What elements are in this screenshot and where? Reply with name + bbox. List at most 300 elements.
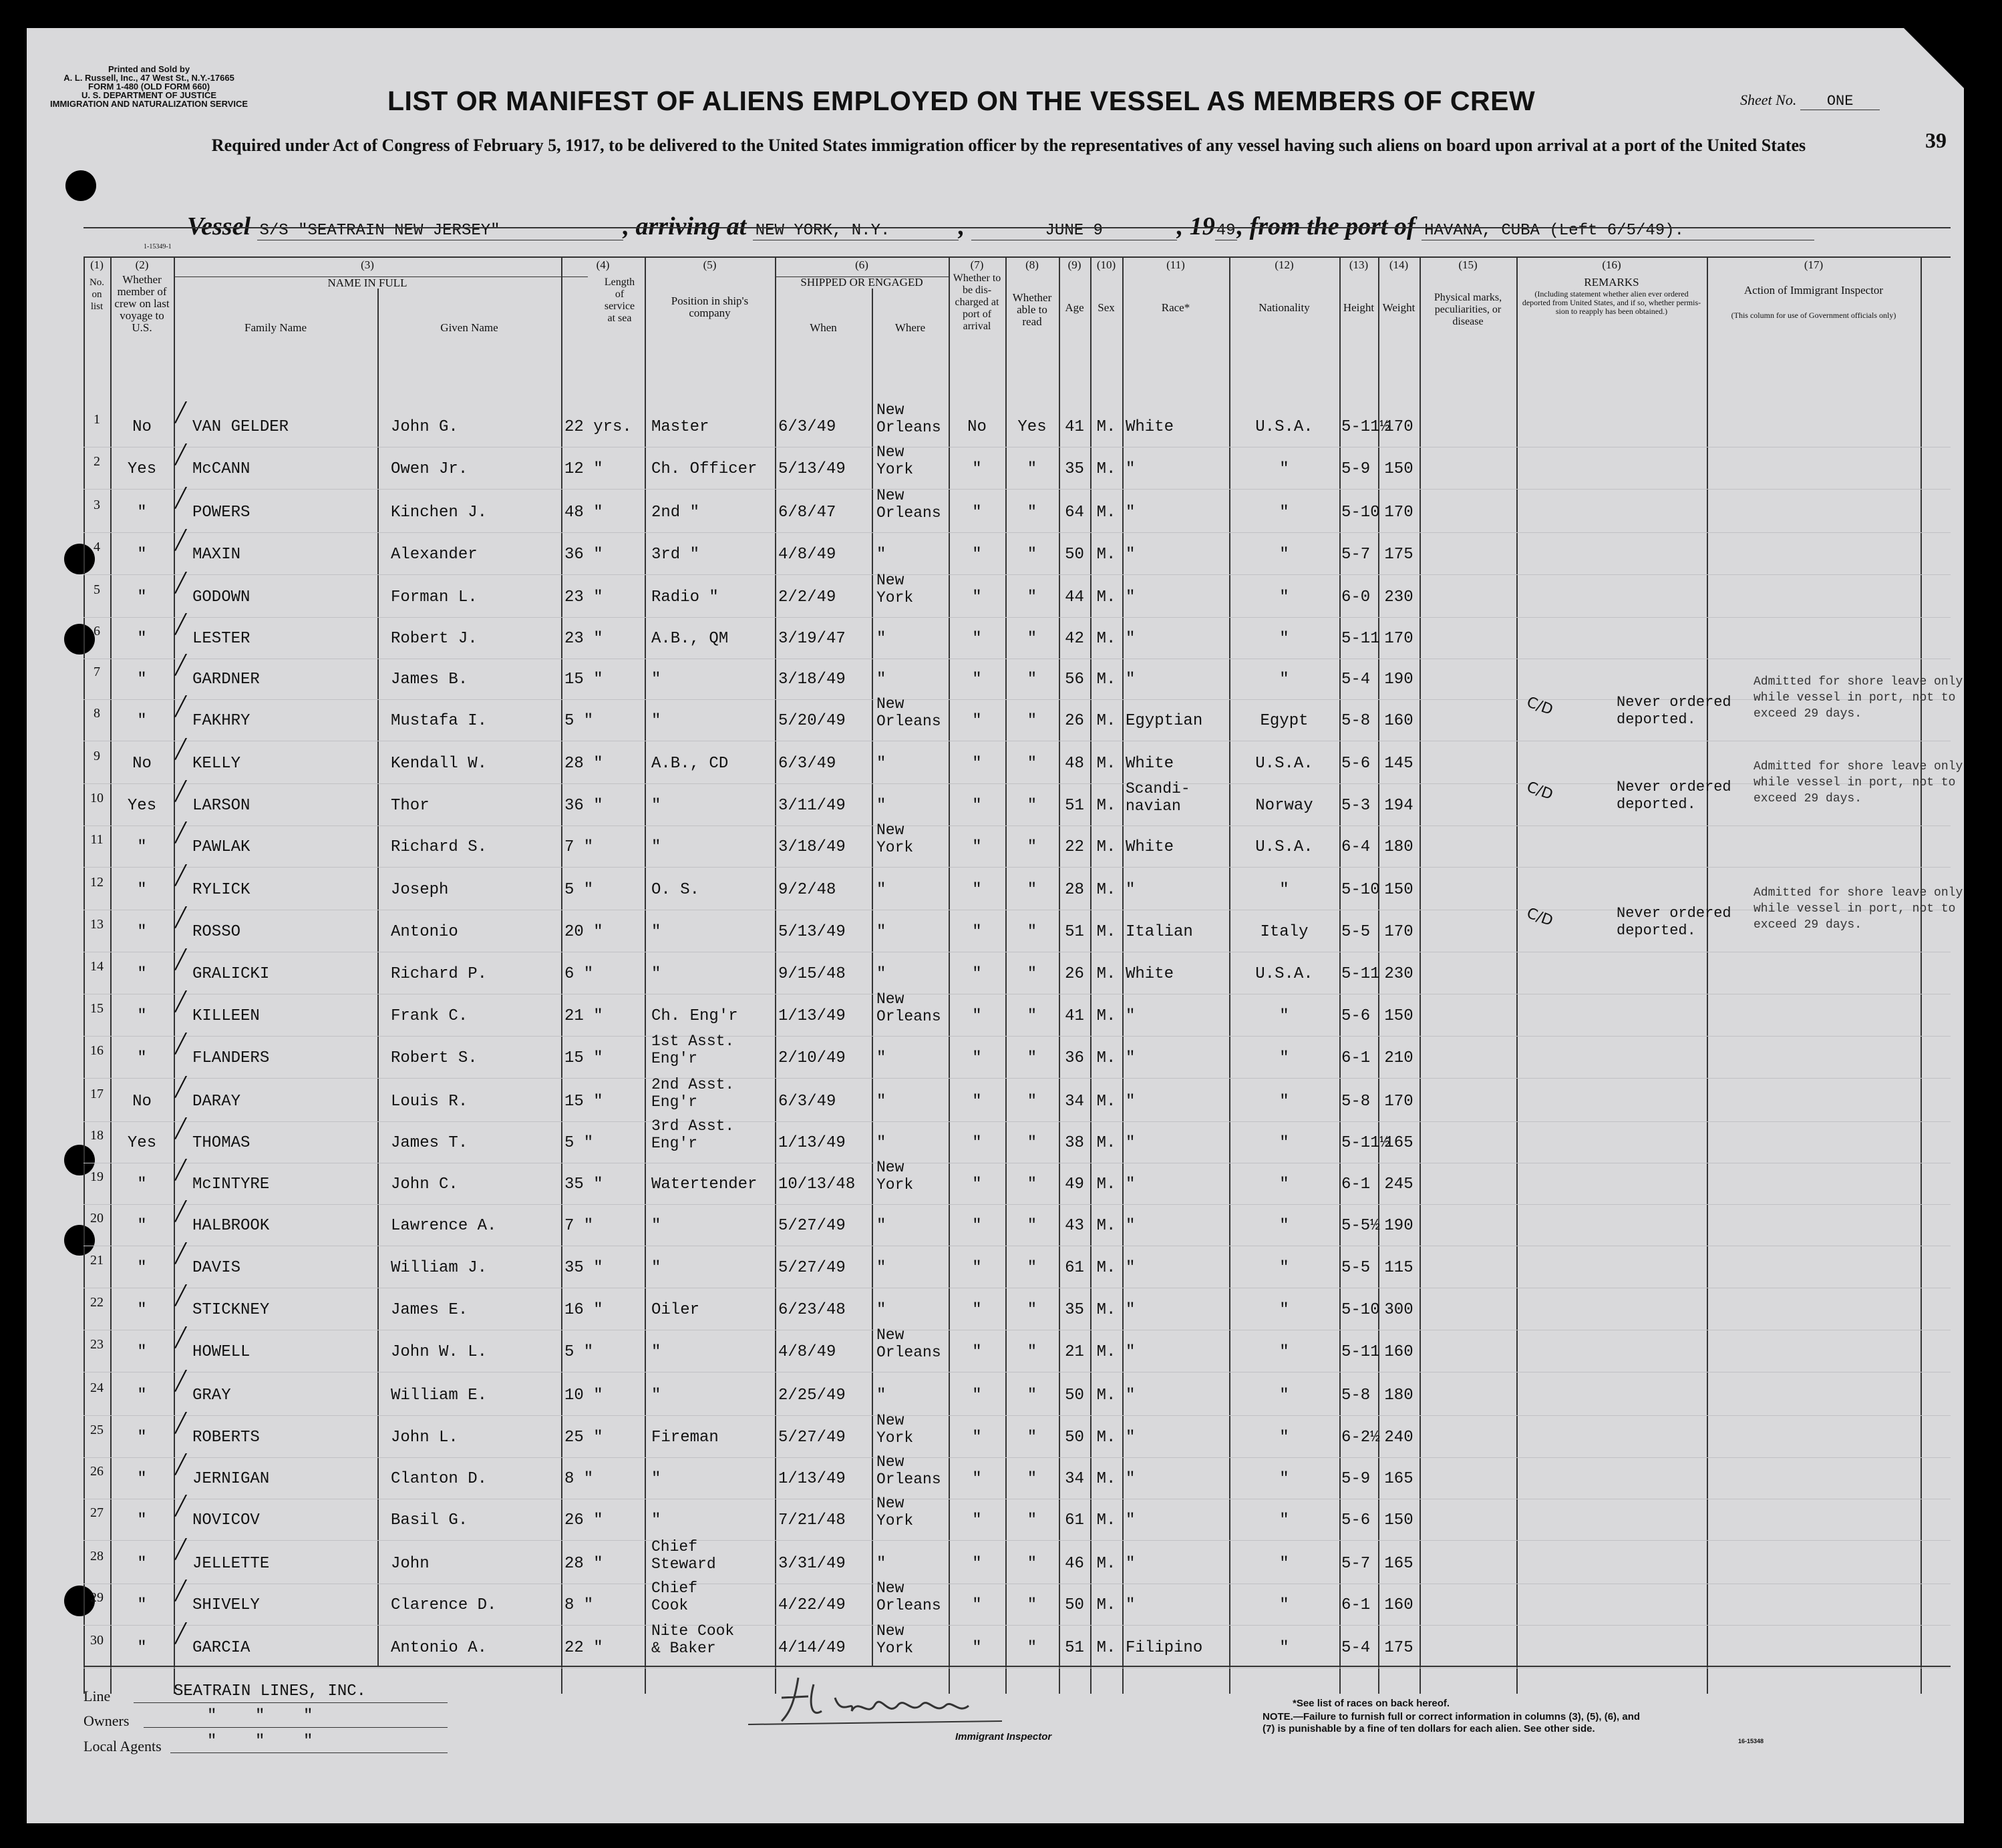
cell-weight: 190 xyxy=(1384,671,1413,689)
cell-where-line: Orleans xyxy=(876,504,941,522)
remark-line: deported. xyxy=(1617,711,1696,728)
header-action-sub: (This column for use of Government officials only) xyxy=(1731,311,1896,320)
cell-read: " xyxy=(1027,1175,1037,1193)
cell-read: " xyxy=(1027,965,1037,983)
cell-family: ROSSO xyxy=(192,923,241,941)
cell-given: James E. xyxy=(391,1301,468,1319)
cell-where xyxy=(876,1159,949,1193)
cell-when: 3/18/49 xyxy=(778,838,846,856)
cell-family: POWERS xyxy=(192,504,251,522)
cell-weight: 165 xyxy=(1384,1555,1413,1573)
col-num: (4) xyxy=(596,258,610,271)
footnote-penalty: NOTE.—Failure to furnish full or correct information in columns (3), (5), (6), and xyxy=(1263,1711,1641,1722)
cell-when: 3/31/49 xyxy=(778,1555,846,1573)
cell-given: Robert J. xyxy=(391,630,478,648)
cell-member: No xyxy=(132,1093,152,1111)
cell-where-line: " xyxy=(876,797,886,815)
cell-service: 25 " xyxy=(564,1429,603,1447)
cell-race-line: " xyxy=(1126,1343,1136,1361)
cell-where-line: " xyxy=(876,1093,886,1111)
cell-age: 64 xyxy=(1065,504,1084,522)
cell-where xyxy=(876,1622,949,1657)
cell-race xyxy=(1126,461,1229,478)
cell-position-line: Radio " xyxy=(651,588,719,606)
cell-position-line: & Baker xyxy=(651,1640,716,1657)
cell-weight: 145 xyxy=(1384,755,1413,773)
cell-n: 18 xyxy=(90,1128,104,1143)
cell-race-line: " xyxy=(1126,1175,1136,1193)
row-rule xyxy=(84,489,1951,490)
cell-service: 20 " xyxy=(564,923,603,941)
cell-read: " xyxy=(1027,712,1037,730)
cell-nationality: " xyxy=(1279,1639,1289,1657)
remark-text xyxy=(1617,694,1731,729)
cell-where-line: York xyxy=(876,589,914,606)
cell-weight: 180 xyxy=(1384,1387,1413,1405)
cell-discharged: " xyxy=(972,1429,982,1447)
cell-member: " xyxy=(137,504,147,522)
col-num: (6) xyxy=(855,258,868,271)
cell-age: 48 xyxy=(1065,755,1084,773)
cell-given: James T. xyxy=(391,1134,468,1152)
cell-given: William J. xyxy=(391,1259,488,1277)
cell-where xyxy=(876,1387,949,1405)
cell-race-line: Egyptian xyxy=(1126,712,1203,730)
cell-where xyxy=(876,882,949,899)
cell-race-line: White xyxy=(1126,965,1174,983)
cell-given: Kinchen J. xyxy=(391,504,488,522)
cell-sex: M. xyxy=(1096,588,1116,606)
cell-given: William E. xyxy=(391,1387,488,1405)
cell-given: James B. xyxy=(391,671,468,689)
cell-sex: M. xyxy=(1096,418,1116,436)
cell-position-line: " xyxy=(651,1470,661,1488)
check-mark: ╱ xyxy=(175,1200,186,1222)
cell-position xyxy=(651,630,775,648)
vessel-name: S/S "SEATRAIN NEW JERSEY" xyxy=(257,222,623,240)
cell-age: 50 xyxy=(1065,1596,1084,1614)
vessel-line: Vessel S/S "SEATRAIN NEW JERSEY" , arriving at NEW YORK, N.Y. , JUNE 9 , 1949, from the port of HAVANA, CUBA (Left 6/5/49). xyxy=(187,212,1814,241)
cell-given: Joseph xyxy=(391,881,449,899)
cell-given: Thor xyxy=(391,797,430,815)
cell-height: 5-9 xyxy=(1341,460,1371,478)
cell-race xyxy=(1126,671,1229,689)
check-mark: ╱ xyxy=(175,695,186,717)
cell-family: GRAY xyxy=(192,1387,231,1405)
cell-member: " xyxy=(137,881,147,899)
cell-race-line: " xyxy=(1126,881,1136,899)
cell-race-line: White xyxy=(1126,838,1174,856)
cell-when: 3/11/49 xyxy=(778,797,846,815)
cell-race xyxy=(1126,1135,1229,1152)
cell-weight: 170 xyxy=(1384,418,1413,436)
line-label: Line xyxy=(84,1688,111,1704)
header-name-in-full: NAME IN FULL xyxy=(327,276,407,289)
cell-race-line: " xyxy=(1126,1134,1136,1152)
cell-n: 28 xyxy=(90,1549,104,1563)
cell-position-line: " xyxy=(651,712,661,730)
cell-height: 5-8 xyxy=(1341,1093,1371,1111)
cell-position xyxy=(651,546,775,564)
cell-family: STICKNEY xyxy=(192,1301,270,1319)
cell-sex: M. xyxy=(1096,630,1116,648)
cell-service: 22 yrs. xyxy=(564,418,632,436)
action-line: exceed 29 days. xyxy=(1754,792,1862,805)
cell-where-line: York xyxy=(876,839,914,856)
cell-position-line: Eng'r xyxy=(651,1050,698,1067)
cell-position-line: 3rd " xyxy=(651,546,700,564)
cell-family: KELLY xyxy=(192,755,241,773)
cell-family: GRALICKI xyxy=(192,965,270,983)
cell-position xyxy=(651,1344,775,1361)
cell-where xyxy=(876,821,949,856)
cell-where xyxy=(876,671,949,689)
cell-family: HOWELL xyxy=(192,1343,251,1361)
cell-n: 5 xyxy=(94,582,100,597)
cell-race xyxy=(1126,1429,1229,1447)
row-rule xyxy=(84,867,1951,868)
check-mark: ╱ xyxy=(175,990,186,1012)
cell-where-line: " xyxy=(876,1387,886,1405)
cell-read: " xyxy=(1027,1134,1037,1152)
cell-where xyxy=(876,1555,949,1573)
remark-line: deported. xyxy=(1617,796,1696,813)
header-age: Age xyxy=(1065,301,1084,314)
cell-sex: M. xyxy=(1096,1429,1116,1447)
cell-member: " xyxy=(137,1259,147,1277)
cell-service: 12 " xyxy=(564,460,603,478)
action-line: while vessel in port, not to xyxy=(1754,902,1956,916)
cell-member: " xyxy=(137,1511,147,1529)
header-action: Action of Immigrant Inspector xyxy=(1743,284,1884,297)
cell-where-line: York xyxy=(876,1176,914,1193)
cell-weight: 150 xyxy=(1384,1007,1413,1025)
row-rule xyxy=(84,1415,1951,1416)
cell-weight: 194 xyxy=(1384,797,1413,815)
cell-when: 5/27/49 xyxy=(778,1217,846,1235)
cell-weight: 300 xyxy=(1384,1301,1413,1319)
cell-where-line: New xyxy=(876,1453,904,1471)
cell-where xyxy=(876,1260,949,1277)
cell-where xyxy=(876,1453,949,1488)
cell-discharged: " xyxy=(972,1007,982,1025)
cell-discharged: " xyxy=(972,923,982,941)
cell-position-line: 3rd Asst. xyxy=(651,1117,735,1135)
cell-family: THOMAS xyxy=(192,1134,251,1152)
cell-height: 6-1 xyxy=(1341,1175,1371,1193)
cell-when: 9/2/48 xyxy=(778,881,836,899)
cell-height: 5-8 xyxy=(1341,712,1371,730)
cell-position-line: Eng'r xyxy=(651,1135,698,1152)
sheet-number: Sheet No. ONE xyxy=(1740,91,1880,110)
cell-discharged: " xyxy=(972,671,982,689)
cell-given: John W. L. xyxy=(391,1343,488,1361)
row-rule xyxy=(84,1625,1951,1626)
cell-race xyxy=(1126,1260,1229,1277)
cell-when: 1/13/49 xyxy=(778,1007,846,1025)
cell-where xyxy=(876,1326,949,1361)
cell-service: 5 " xyxy=(564,1343,594,1361)
cell-service: 48 " xyxy=(564,504,603,522)
cell-discharged: " xyxy=(972,1343,982,1361)
cell-age: 46 xyxy=(1065,1555,1084,1573)
cell-age: 35 xyxy=(1065,460,1084,478)
cell-read: " xyxy=(1027,881,1037,899)
cell-when: 1/13/49 xyxy=(778,1134,846,1152)
cell-race-line: " xyxy=(1126,504,1136,522)
cell-sex: M. xyxy=(1096,1093,1116,1111)
cell-family: FLANDERS xyxy=(192,1049,270,1067)
cell-age: 61 xyxy=(1065,1259,1084,1277)
cell-service: 35 " xyxy=(564,1259,603,1277)
cell-age: 41 xyxy=(1065,418,1084,436)
col-num: (5) xyxy=(703,258,717,271)
cell-read: " xyxy=(1027,1511,1037,1529)
cell-weight: 115 xyxy=(1384,1259,1413,1277)
cell-where-line: " xyxy=(876,881,886,899)
cell-given: John L. xyxy=(391,1429,458,1447)
cell-when: 5/27/49 xyxy=(778,1429,846,1447)
cell-family: KILLEEN xyxy=(192,1007,260,1025)
cell-discharged: " xyxy=(972,1049,982,1067)
cell-discharged: " xyxy=(972,1470,982,1488)
cell-where xyxy=(876,630,949,648)
cell-n: 20 xyxy=(90,1211,104,1226)
cell-discharged: " xyxy=(972,881,982,899)
cell-when: 6/8/47 xyxy=(778,504,836,522)
cell-position-line: Cook xyxy=(651,1597,689,1614)
cell-weight: 240 xyxy=(1384,1429,1413,1447)
cell-n: 19 xyxy=(90,1169,104,1184)
cell-where xyxy=(876,1302,949,1319)
cell-where-line: New xyxy=(876,1622,904,1640)
cell-nationality: " xyxy=(1279,1596,1289,1614)
cell-member: " xyxy=(137,1049,147,1067)
cell-age: 41 xyxy=(1065,1007,1084,1025)
cell-when: 1/13/49 xyxy=(778,1470,846,1488)
cell-given: Alexander xyxy=(391,546,478,564)
action-line: Admitted for shore leave only xyxy=(1754,675,1963,689)
cell-service: 6 " xyxy=(564,965,594,983)
header-no-on-list: No. on list xyxy=(89,277,105,312)
cell-position-line: Nite Cook xyxy=(651,1622,735,1640)
cell-where-line: " xyxy=(876,630,886,648)
cell-family: SHIVELY xyxy=(192,1596,260,1614)
cell-nationality: " xyxy=(1279,546,1289,564)
col-num: (14) xyxy=(1389,258,1409,271)
cell-service: 28 " xyxy=(564,1555,603,1573)
cell-when: 5/13/49 xyxy=(778,923,846,941)
cell-nationality: " xyxy=(1279,1555,1289,1573)
cell-n: 30 xyxy=(90,1633,104,1648)
cell-when: 3/19/47 xyxy=(778,630,846,648)
cell-sex: M. xyxy=(1096,923,1116,941)
cell-given: Kendall W. xyxy=(391,755,488,773)
cell-height: 6-2½ xyxy=(1341,1429,1380,1447)
cell-where-line: Orleans xyxy=(876,1597,941,1614)
cd-mark: C/D xyxy=(1524,778,1555,804)
cell-family: JELLETTE xyxy=(192,1555,270,1573)
row-rule xyxy=(84,1457,1951,1458)
cell-race xyxy=(1126,839,1229,856)
cell-position-line: Chief xyxy=(651,1580,698,1597)
cell-read: " xyxy=(1027,1387,1037,1405)
check-mark: ╱ xyxy=(175,1495,186,1517)
cell-service: 23 " xyxy=(564,630,603,648)
header-remarks-sub: (Including statement whether alien ever ordered deported from United States, and if so, whether permis-sion to reapply has been obtained.) xyxy=(1522,289,1701,316)
cell-where-line: New xyxy=(876,1495,904,1512)
cell-height: 5-6 xyxy=(1341,1007,1371,1025)
cell-member: Yes xyxy=(127,1134,157,1152)
cell-where xyxy=(876,966,949,983)
cell-when: 7/21/48 xyxy=(778,1511,846,1529)
cell-race-line: " xyxy=(1126,1429,1136,1447)
cell-age: 38 xyxy=(1065,1134,1084,1152)
check-mark: ╱ xyxy=(175,1326,186,1348)
cell-height: 5-8 xyxy=(1341,1387,1371,1405)
cell-family: FAKHRY xyxy=(192,712,251,730)
cell-nationality: " xyxy=(1279,1217,1289,1235)
cell-weight: 230 xyxy=(1384,965,1413,983)
cell-where xyxy=(876,924,949,941)
cell-discharged: " xyxy=(972,1511,982,1529)
cell-member: " xyxy=(137,1596,147,1614)
cell-position xyxy=(651,1302,775,1319)
cell-where xyxy=(876,546,949,564)
cell-weight: 210 xyxy=(1384,1049,1413,1067)
cell-height: 5-11 xyxy=(1341,1343,1380,1361)
cell-where-line: Orleans xyxy=(876,1471,941,1488)
cell-when: 10/13/48 xyxy=(778,1175,856,1193)
header-weight: Weight xyxy=(1382,301,1415,314)
cell-family: DARAY xyxy=(192,1093,241,1111)
cell-weight: 150 xyxy=(1384,460,1413,478)
cell-position xyxy=(651,504,775,522)
cell-where-line: New xyxy=(876,401,904,419)
cell-position-line: 2nd Asst. xyxy=(651,1076,735,1093)
cell-position-line: Eng'r xyxy=(651,1093,698,1111)
cell-given: Mustafa I. xyxy=(391,712,488,730)
cell-age: 43 xyxy=(1065,1217,1084,1235)
header-race: Race* xyxy=(1161,301,1190,314)
cell-nationality: U.S.A. xyxy=(1255,965,1313,983)
cell-family: McCANN xyxy=(192,460,251,478)
cell-given: Clarence D. xyxy=(391,1596,497,1614)
cell-position xyxy=(651,1387,775,1405)
cell-service: 23 " xyxy=(564,588,603,606)
printer-imprint: Printed and Sold by A. L. Russell, Inc., 47 West St., N.Y.-17665 FORM 1-480 (OLD FORM 660) U. S. DEPARTMENT OF JUSTICE IMMIGRATION AND NATURALIZATION SERVICE xyxy=(50,64,248,109)
cell-position-line: Fireman xyxy=(651,1429,719,1447)
cell-weight: 165 xyxy=(1384,1134,1413,1152)
row-rule xyxy=(84,1204,1951,1205)
row-rule xyxy=(84,825,1951,826)
cell-height: 6-1 xyxy=(1341,1049,1371,1067)
cell-nationality: " xyxy=(1279,460,1289,478)
check-mark: ╱ xyxy=(175,1538,186,1560)
cell-where-line: York xyxy=(876,461,914,478)
cell-weight: 160 xyxy=(1384,1596,1413,1614)
cell-member: " xyxy=(137,1217,147,1235)
col-num: (15) xyxy=(1458,258,1478,271)
cell-position xyxy=(651,713,775,730)
cell-nationality: " xyxy=(1279,881,1289,899)
cell-height: 5-11½ xyxy=(1341,1134,1390,1152)
agents-underline xyxy=(170,1752,448,1753)
cell-member: " xyxy=(137,1639,147,1657)
cell-read: " xyxy=(1027,1301,1037,1319)
check-mark: ╱ xyxy=(175,906,186,928)
cell-sex: M. xyxy=(1096,755,1116,773)
check-mark: ╱ xyxy=(175,1453,186,1475)
cell-where-line: New xyxy=(876,1159,904,1176)
cell-position-line: " xyxy=(651,1259,661,1277)
cell-weight: 170 xyxy=(1384,630,1413,648)
cell-race-line: Scandi- xyxy=(1126,780,1190,797)
cell-weight: 170 xyxy=(1384,504,1413,522)
cell-family: JERNIGAN xyxy=(192,1470,270,1488)
cell-discharged: " xyxy=(972,712,982,730)
check-mark: ╱ xyxy=(175,1159,186,1181)
cell-when: 4/8/49 xyxy=(778,546,836,564)
cell-discharged: " xyxy=(972,1259,982,1277)
cell-where-line: " xyxy=(876,1555,886,1573)
owners-label: Owners xyxy=(84,1712,130,1729)
cell-position xyxy=(651,1429,775,1447)
cell-n: 27 xyxy=(90,1505,104,1520)
cell-family: GODOWN xyxy=(192,588,251,606)
cell-read: " xyxy=(1027,1429,1037,1447)
line-value: SEATRAIN LINES, INC. xyxy=(174,1682,367,1700)
cell-member: Yes xyxy=(127,460,157,478)
cell-race xyxy=(1126,504,1229,522)
cell-position-line: " xyxy=(651,965,661,983)
cell-given: Clanton D. xyxy=(391,1470,488,1488)
cell-when: 4/22/49 xyxy=(778,1596,846,1614)
cell-family: NOVICOV xyxy=(192,1511,260,1529)
cell-service: 5 " xyxy=(564,1134,594,1152)
cell-read: " xyxy=(1027,797,1037,815)
header-sex: Sex xyxy=(1098,301,1115,314)
cell-where xyxy=(876,443,949,478)
cell-family: VAN GELDER xyxy=(192,418,289,436)
cell-service: 8 " xyxy=(564,1596,594,1614)
cell-position xyxy=(651,839,775,856)
cell-weight: 175 xyxy=(1384,546,1413,564)
cell-age: 21 xyxy=(1065,1343,1084,1361)
cell-weight: 165 xyxy=(1384,1470,1413,1488)
cell-where-line: Orleans xyxy=(876,713,941,730)
cell-family: DAVIS xyxy=(192,1259,241,1277)
cell-race xyxy=(1126,780,1229,815)
cell-service: 5 " xyxy=(564,881,594,899)
cell-age: 56 xyxy=(1065,671,1084,689)
cell-service: 5 " xyxy=(564,712,594,730)
cell-race xyxy=(1126,1302,1229,1319)
cell-where xyxy=(876,797,949,815)
cell-sex: M. xyxy=(1096,1511,1116,1529)
cell-service: 22 " xyxy=(564,1639,603,1657)
cell-race xyxy=(1126,589,1229,606)
cell-where-line: New xyxy=(876,990,904,1008)
cell-where-line: New xyxy=(876,1326,904,1344)
action-line: Admitted for shore leave only xyxy=(1754,760,1963,773)
cell-read: " xyxy=(1027,1259,1037,1277)
table-top-rule xyxy=(84,227,1951,228)
cell-when: 5/20/49 xyxy=(778,712,846,730)
cell-sex: M. xyxy=(1096,1555,1116,1573)
cell-discharged: " xyxy=(972,588,982,606)
cell-age: 50 xyxy=(1065,1429,1084,1447)
